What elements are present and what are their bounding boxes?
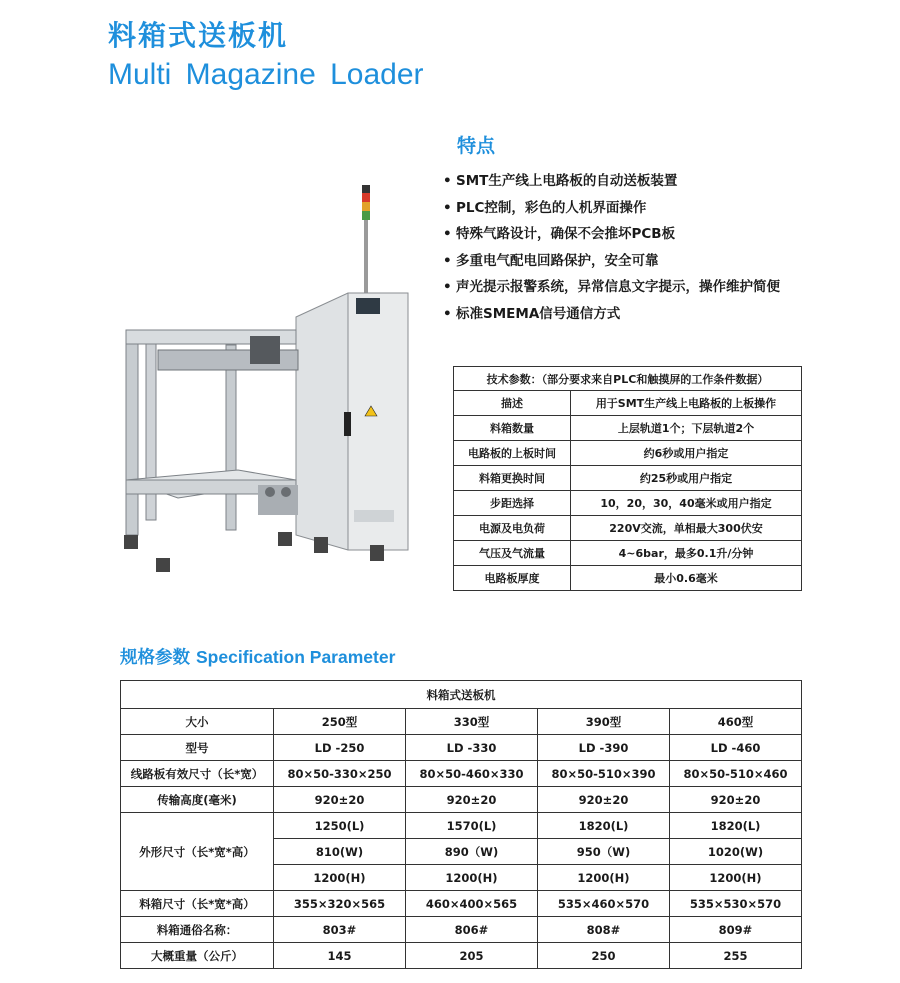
feature-item: • 特殊气路设计，确保不会推坏PCB板 bbox=[443, 221, 780, 248]
table-row: 传输高度(毫米) 920±20 920±20 920±20 920±20 bbox=[121, 787, 802, 813]
tech-params-header: 技术参数：（部分要求来自PLC和触摸屏的工作条件数据） bbox=[454, 367, 802, 391]
signal-light-top bbox=[362, 185, 370, 193]
signal-pole bbox=[364, 220, 368, 297]
spec-table-title: 料箱式送板机 bbox=[121, 681, 802, 709]
feature-item: • 声光提示报警系统，异常信息文字提示，操作维护简便 bbox=[443, 274, 780, 301]
bullet-icon: • bbox=[443, 305, 452, 322]
table-row: 料箱数量 上层轨道1个；下层轨道2个 bbox=[454, 416, 802, 441]
drive-motor bbox=[250, 336, 280, 364]
bullet-icon: • bbox=[443, 279, 452, 296]
spec-section-title bbox=[120, 644, 395, 669]
magazine-loader-illustration bbox=[118, 180, 438, 590]
bullet-icon: • bbox=[443, 226, 452, 243]
bullet-icon: • bbox=[443, 173, 452, 189]
table-row: 电源及电负荷 220V交流，单相最大300伏安 bbox=[454, 516, 802, 541]
table-row: 描述 用于SMT生产线上电路板的上板操作 bbox=[454, 391, 802, 416]
table-header-row bbox=[121, 681, 802, 709]
frame-foot-mid bbox=[278, 532, 292, 546]
bullet-icon: • bbox=[443, 252, 452, 269]
table-header-row bbox=[454, 367, 802, 391]
spec-table bbox=[120, 680, 802, 969]
frame-post-mid bbox=[226, 345, 236, 530]
feature-item: • SMT生产线上电路板的自动送板装置 bbox=[443, 168, 780, 195]
signal-light-amber bbox=[362, 202, 370, 211]
touch-screen bbox=[356, 298, 380, 314]
table-row: 料箱更换时间 约25秒或用户指定 bbox=[454, 466, 802, 491]
spec-title-en: Specification Parameter bbox=[196, 647, 396, 667]
pressure-gauge-2 bbox=[281, 487, 291, 497]
table-row: 型号 LD -250 LD -330 LD -390 LD -460 bbox=[121, 735, 802, 761]
table-row: 1200(H) 1200(H) 1200(H) 1200(H) bbox=[121, 865, 802, 891]
page-title-en: Multi Magazine Loader bbox=[108, 58, 424, 91]
page-title-cn: 料箱式送板机 bbox=[108, 19, 289, 52]
table-row: 大小 250型 330型 390型 460型 bbox=[121, 709, 802, 735]
signal-light-red bbox=[362, 193, 370, 202]
table-row: 电路板厚度 最小0.6毫米 bbox=[454, 566, 802, 591]
vent-panel bbox=[354, 510, 394, 522]
cabinet-foot-right bbox=[370, 545, 384, 561]
pressure-gauge-1 bbox=[265, 487, 275, 497]
table-row: 大概重量（公斤） 145 205 250 255 bbox=[121, 943, 802, 969]
table-row: 810(W) 890（W) 950（W) 1020(W) bbox=[121, 839, 802, 865]
cabinet-foot-left bbox=[314, 537, 328, 553]
feature-item: • 多重电气配电回路保护，安全可靠 bbox=[443, 248, 780, 275]
frame-foot-front bbox=[156, 558, 170, 572]
table-row: 电路板的上板时间 约6秒或用户指定 bbox=[454, 441, 802, 466]
table-row: 气压及气流量 4~6bar，最多0.1升/分钟 bbox=[454, 541, 802, 566]
features-list bbox=[443, 168, 780, 328]
feature-item: • 标准SMEMA信号通信方式 bbox=[443, 301, 780, 328]
signal-light-green bbox=[362, 211, 370, 220]
door-handle bbox=[344, 412, 351, 436]
table-row: 外形尺寸（长*宽*高） 1250(L) 1570(L) 1820(L) 1820(L) bbox=[121, 813, 802, 839]
tech-params-table bbox=[453, 366, 802, 591]
table-row: 料箱通俗名称： 803# 806# 808# 809# bbox=[121, 917, 802, 943]
bullet-icon: • bbox=[443, 199, 452, 216]
air-regulator bbox=[258, 485, 298, 515]
frame-foot-left bbox=[124, 535, 138, 549]
spec-title-cn: 规格参数 bbox=[120, 648, 190, 668]
features-title: 特点 bbox=[457, 135, 496, 157]
table-row: 料箱尺寸（长*宽*高） 355×320×565 460×400×565 535×460×570 535×530×570 bbox=[121, 891, 802, 917]
table-row: 线路板有效尺寸（长*宽） 80×50-330×250 80×50-460×330 80×50-510×390 80×50-510×460 bbox=[121, 761, 802, 787]
feature-item: • PLC控制，彩色的人机界面操作 bbox=[443, 195, 780, 222]
table-row: 步距选择 10，20，30，40毫米或用户指定 bbox=[454, 491, 802, 516]
frame-post-left bbox=[126, 335, 138, 535]
